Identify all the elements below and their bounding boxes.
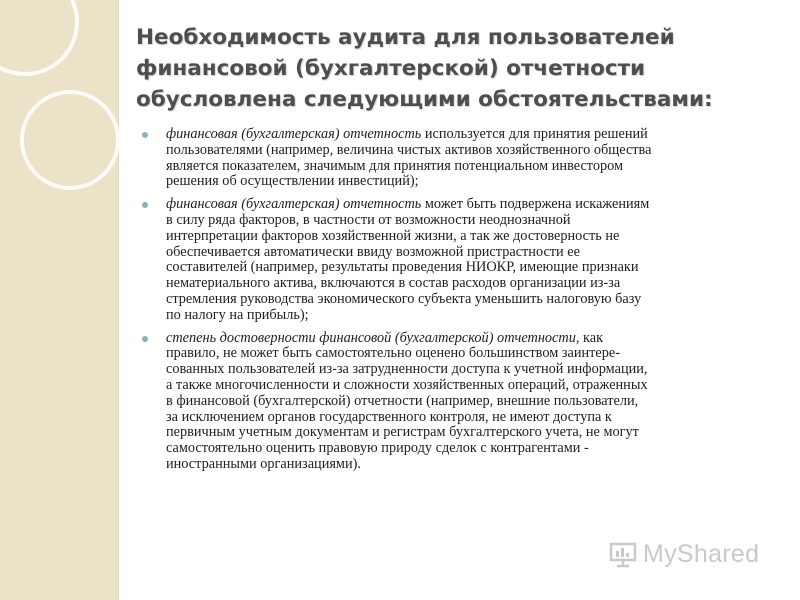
- line-text: а также многочисленности и сложности хозяйственных операций, отраженных: [166, 376, 648, 393]
- presentation-board-icon: [608, 539, 638, 569]
- decorative-circles: [0, 0, 125, 200]
- bullet-item: [140, 331, 785, 473]
- bullet-line: [166, 394, 785, 410]
- bullet-line: [166, 425, 785, 441]
- bullet-line: [166, 127, 785, 143]
- line-text: правило, не может быть самостоятельно оценено большинством заинтере-: [166, 345, 620, 362]
- decor-circle-bottom: [22, 92, 118, 188]
- bullet-line: [166, 308, 785, 324]
- bullet-line: [166, 245, 785, 261]
- line-text: по налогу на прибыль);: [166, 306, 309, 323]
- bullet-item: [140, 127, 785, 190]
- line-text: интерпретации факторов хозяйственной жизни, а так же достоверность не: [166, 227, 620, 244]
- myshared-watermark: [608, 537, 759, 571]
- bullet-line: [166, 292, 785, 308]
- line-text: самостоятельно оценить правовую природу сделок с контрагентами -: [166, 440, 589, 457]
- italic-term: степень достоверности финансовой (бухгалтерской) отчетности: [166, 329, 576, 346]
- bullet-line: [166, 362, 785, 378]
- bullet-line: [166, 346, 785, 362]
- line-text: составителей (например, результаты проведения НИОКР, имеющие признаки: [166, 259, 639, 276]
- bullet-line: [166, 229, 785, 245]
- bullet-line: [166, 213, 785, 229]
- bullet-line: [166, 276, 785, 292]
- title-line: финансовой (бухгалтерской) отчетности: [136, 56, 646, 81]
- bullet-list: [140, 127, 785, 480]
- bullet-line: [166, 260, 785, 276]
- italic-term: финансовая (бухгалтерская) отчетность: [166, 196, 422, 213]
- line-text: сованных пользователей из-за затрудненности доступа к учетной информации,: [166, 361, 648, 378]
- bullet-line: [166, 378, 785, 394]
- bullet-line: [166, 410, 785, 426]
- line-text: стремления руководства экономического субъекта уменьшить налоговую базу: [166, 290, 642, 307]
- title-line: обусловлена следующими обстоятельствами:: [136, 87, 713, 112]
- bullet-line: [166, 174, 785, 190]
- bullet-line: [166, 331, 785, 347]
- bullet-dot: [142, 202, 148, 208]
- line-text: за исключением органов государственного контроля, не имеют доступа к: [166, 408, 612, 425]
- title-line: Необходимость аудита для пользователей: [136, 25, 675, 50]
- bullet-line: [166, 159, 785, 175]
- italic-term: финансовая (бухгалтерская) отчетность: [166, 126, 422, 142]
- line-text: в финансовой (бухгалтерской) отчетности (например, внешние пользователи,: [166, 392, 639, 409]
- line-text: , как: [575, 329, 604, 346]
- line-text: пользователями (например, величина чистых активов хозяйственного общества: [166, 141, 652, 158]
- bullet-item: [140, 197, 785, 323]
- bullet-dot: [142, 132, 148, 138]
- slide-title: [136, 22, 776, 115]
- bullet-line: [166, 143, 785, 159]
- line-text: иностранными организациями).: [166, 455, 361, 472]
- watermark-text: MyShared: [643, 539, 760, 568]
- line-text: первичным учетным документам и регистрам бухгалтерского учета, не могут: [166, 424, 639, 441]
- line-text: решения об осуществлении инвестиций);: [166, 173, 419, 190]
- bullet-line: [166, 457, 785, 473]
- line-text: является показателем, значимым для принятия потенциальном инвестором: [166, 157, 624, 174]
- line-text: может быть подвержена искажениям: [421, 196, 650, 213]
- line-text: в силу ряда факторов, в частности от возможности неоднозначной: [166, 211, 571, 228]
- bullet-line: [166, 441, 785, 457]
- line-text: обеспечивается автоматически ввиду возможной пристрастности ее: [166, 243, 580, 260]
- bullet-line: [166, 197, 785, 213]
- bullet-dot: [142, 336, 148, 342]
- line-text: используется для принятия решений: [421, 126, 648, 142]
- line-text: нематериального актива, включаются в состав расходов организации из-за: [166, 275, 621, 292]
- decor-circle-top: [0, 0, 77, 74]
